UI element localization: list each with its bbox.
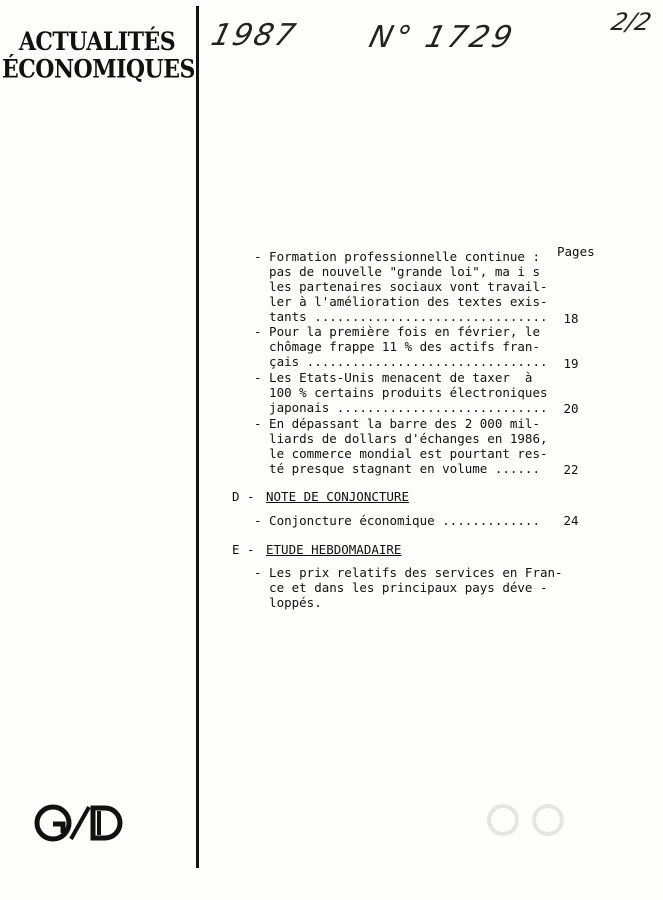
toc-line: pas de nouvelle "grande loi", ma i s [254,264,540,279]
toc-line: - Conjoncture économique ............. [254,513,540,528]
toc-line: - En dépassant la barre des 2 000 mil- [254,416,540,431]
toc-line: liards de dollars d'échanges en 1986, [254,431,548,446]
toc-line: - Pour la première fois en février, le [254,324,540,339]
toc-line: - Les prix relatifs des services en Fran- [254,565,563,580]
section-title-d: NOTE DE CONJONCTURE [266,489,409,504]
section-letter-e: E - [232,542,255,557]
toc-line: tants ............................... [254,309,548,324]
toc-line: ler à l'amélioration des textes exis- [254,294,548,309]
toc-line: çais ................................ [254,354,548,369]
page-number: 18 [563,311,579,326]
toc-line: chômage frappe 11 % des actifs fran- [254,339,540,354]
toc-line: - Formation professionnelle continue : [254,249,540,264]
gd-logo [33,803,143,847]
masthead-line-1: ACTUALITÉS [18,26,176,57]
toc-line: le commerce mondial est pourtant res- [254,446,548,461]
handwritten-page-count: 2/2 [608,8,655,36]
toc-line: té presque stagnant en volume ...... [254,461,540,476]
handwritten-year: 1987 [207,18,301,53]
vertical-divider [196,6,199,868]
page-number: 20 [563,401,579,416]
bleed-through-logo [478,800,588,844]
toc-line: japonais ............................ [254,400,548,415]
page-number: 22 [563,462,579,477]
pages-column-header: Pages [557,244,595,259]
toc-line: loppés. [254,595,322,610]
toc-line: ce et dans les principaux pays déve - [254,580,548,595]
section-letter-d: D - [232,489,255,504]
masthead-line-2: ÉCONOMIQUES [2,54,195,85]
gd-logo-icon [33,803,143,843]
page-number: 19 [563,356,579,371]
publication-masthead [2,26,195,85]
toc-line: les partenaires sociaux vont travail- [254,279,548,294]
toc-line: - Les Etats-Unis menacent de taxer à [254,370,533,385]
section-title-e: ETUDE HEBDOMADAIRE [266,542,402,557]
handwritten-issue-number: N° 1729 [365,20,519,55]
page-number: 24 [563,513,579,528]
toc-line: 100 % certains produits électroniques [254,385,548,400]
